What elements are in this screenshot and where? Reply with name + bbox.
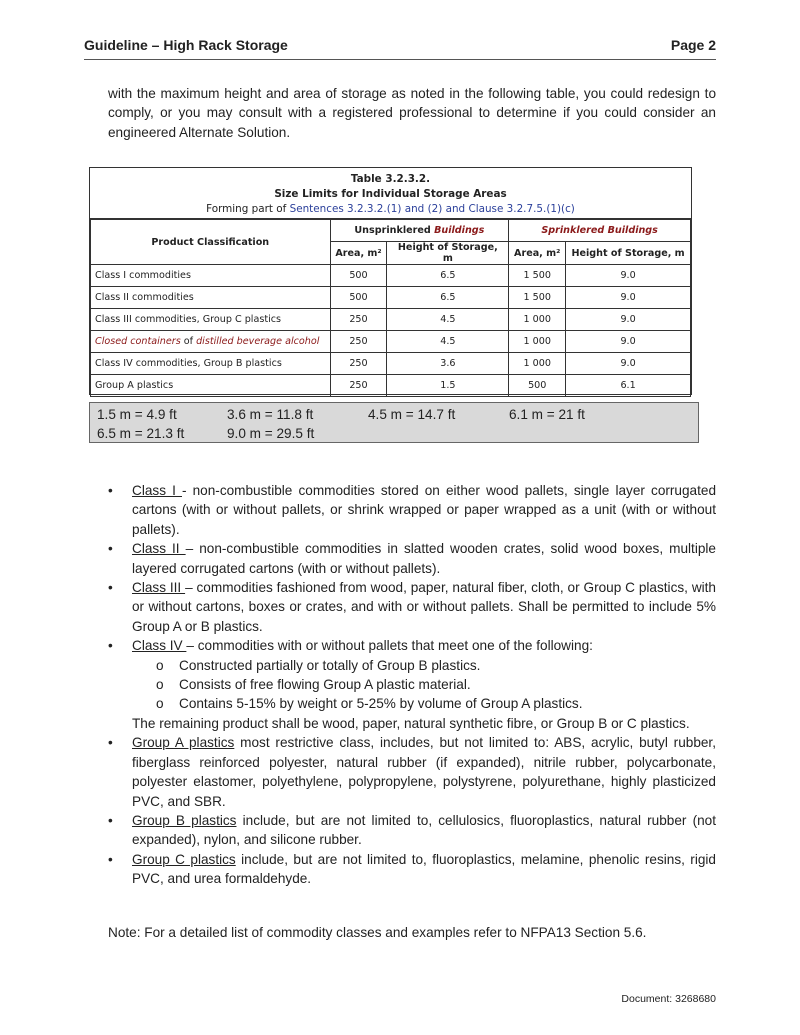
cell-spr-height: 9.0 xyxy=(566,331,691,353)
commodity-class-list xyxy=(108,481,716,889)
row-class xyxy=(91,331,331,353)
cell-unspr-height: 4.5 xyxy=(387,331,509,353)
cell-spr-height: 9.0 xyxy=(566,287,691,309)
cell-spr-area: 1 000 xyxy=(509,331,566,353)
cell-unspr-area: 250 xyxy=(330,331,387,353)
class-iii-label: Class III xyxy=(132,580,186,596)
table-row xyxy=(91,309,691,331)
sub-list-item xyxy=(108,694,716,713)
bullet-icon: • xyxy=(108,580,113,596)
sub-item-text: Constructed partially or totally of Group B plastics. xyxy=(179,657,481,673)
cell-unspr-height: 3.6 xyxy=(387,353,509,375)
cell-spr-height: 9.0 xyxy=(566,265,691,287)
intro-paragraph: with the maximum height and area of storage as noted in the following table, you could redesign to comply, or you may consult with a registered professional to determine if you could consider an engineered Alternate Solution. xyxy=(108,86,716,140)
table-title: Size Limits for Individual Storage Areas xyxy=(274,188,507,200)
header-product: Product Classification xyxy=(91,220,331,265)
cell-unspr-area: 250 xyxy=(330,353,387,375)
header-height-spr: Height of Storage, m xyxy=(566,242,691,265)
group-a-label: Group A plastics xyxy=(132,735,235,751)
group-b-text: include, but are not limited to, cellulosics, fluoroplastics, natural rubber (not expanded), nylon, and silicone rubber. xyxy=(132,812,716,848)
cell-spr-area: 1 000 xyxy=(509,353,566,375)
group-b-label: Group B plastics xyxy=(132,812,237,828)
list-item xyxy=(108,850,716,889)
table-row xyxy=(91,375,691,397)
reference-prefix: Forming part of xyxy=(206,203,290,215)
row-class: Class III commodities, Group C plastics xyxy=(91,309,331,331)
cell-unspr-height: 4.5 xyxy=(387,309,509,331)
row-class: Group A plastics xyxy=(91,375,331,397)
distilled-alcohol-link[interactable]: distilled beverage alcohol xyxy=(196,336,320,347)
table-row xyxy=(91,331,691,353)
cell-spr-area: 500 xyxy=(509,375,566,397)
cell-spr-area: 1 000 xyxy=(509,309,566,331)
cell-unspr-area: 500 xyxy=(330,287,387,309)
cell-spr-height: 9.0 xyxy=(566,309,691,331)
bullet-icon: • xyxy=(108,812,113,828)
closed-containers-link[interactable]: Closed containers xyxy=(95,336,181,347)
note-text: Note: For a detailed list of commodity classes and examples refer to NFPA13 Section 5.6. xyxy=(108,925,647,940)
size-limits-table xyxy=(89,167,692,395)
list-item xyxy=(108,578,716,636)
class-iv-remainder: The remaining product shall be wood, paper, natural synthetic fibre, or Group B or C plastics. xyxy=(132,715,690,731)
circle-bullet-icon: o xyxy=(156,677,164,693)
conversion-item: 4.5 m = 14.7 ft xyxy=(368,407,456,422)
row-class: Class II commodities xyxy=(91,287,331,309)
cell-unspr-area: 250 xyxy=(330,375,387,397)
class-iv-label: Class IV xyxy=(132,638,187,654)
header-sprinklered[interactable]: Sprinklered Buildings xyxy=(509,220,691,242)
row-class: Class I commodities xyxy=(91,265,331,287)
group-c-label: Group C plastics xyxy=(132,851,236,867)
sub-list-item xyxy=(108,656,716,675)
circle-bullet-icon: o xyxy=(156,696,164,712)
cell-spr-height: 9.0 xyxy=(566,353,691,375)
list-item xyxy=(108,539,716,578)
list-item xyxy=(108,636,716,655)
unsprinklered-link[interactable]: Buildings xyxy=(434,225,485,236)
unit-conversion-box xyxy=(89,402,699,443)
page-header xyxy=(84,37,716,60)
sub-item-text: Consists of free flowing Group A plastic material. xyxy=(179,677,471,693)
sub-list-item xyxy=(108,675,716,694)
class-iii-text: – commodities fashioned from wood, paper, natural fiber, cloth, or Group C plastics, with or without cartons, boxes or crates, and with or without pallets. Shall be permitted to include 5% Group A or B plastics. xyxy=(132,580,716,634)
header-height-unspr: Height of Storage, m xyxy=(387,242,509,265)
header-area-spr: Area, m² xyxy=(509,242,566,265)
conversion-item: 6.5 m = 21.3 ft xyxy=(97,426,185,441)
table-number: Table 3.2.3.2. xyxy=(350,173,431,185)
table-body xyxy=(90,219,691,397)
list-item xyxy=(108,481,716,539)
conversion-item: 9.0 m = 29.5 ft xyxy=(227,426,315,441)
header-title: Guideline – High Rack Storage xyxy=(84,37,288,53)
unsprinklered-label: Unsprinklered xyxy=(354,225,435,236)
cell-unspr-height: 6.5 xyxy=(387,265,509,287)
cell-unspr-area: 500 xyxy=(330,265,387,287)
cell-unspr-area: 250 xyxy=(330,309,387,331)
header-unsprinklered xyxy=(330,220,509,242)
bullet-icon: • xyxy=(108,851,113,867)
cell-spr-area: 1 500 xyxy=(509,287,566,309)
class-i-label: Class I xyxy=(132,483,182,498)
conversion-item: 1.5 m = 4.9 ft xyxy=(97,407,177,422)
class-iv-text: – commodities with or without pallets that meet one of the following: xyxy=(186,638,593,654)
table-reference xyxy=(90,202,691,217)
class-ii-text: – non-combustible commodities in slatted wooden crates, solid wood boxes, multiple layered corrugated cartons (with or without pallets). xyxy=(132,541,716,576)
class-i-text: - non-combustible commodities stored on either wood pallets, single layer corrugated cartons (with or without pallets, or shrink wrapped or paper wrapped as a unit (with or without pallets). xyxy=(132,483,717,537)
header-area-unspr: Area, m² xyxy=(330,242,387,265)
table-row xyxy=(91,265,691,287)
bullet-icon: • xyxy=(108,541,113,557)
table-row xyxy=(91,287,691,309)
page-number: Page 2 xyxy=(670,37,716,53)
group-c-text: include, but are not limited to, fluoroplastics, melamine, phenolic resins, rigid PVC, and urea formaldehyde. xyxy=(132,851,716,887)
circle-bullet-icon: o xyxy=(156,657,164,673)
bullet-icon: • xyxy=(108,735,113,751)
table-caption xyxy=(90,168,691,219)
row-class: Class IV commodities, Group B plastics xyxy=(91,353,331,375)
list-item xyxy=(108,733,716,811)
row-class-connector: of xyxy=(180,336,197,347)
class-ii-label: Class II xyxy=(132,541,186,557)
list-item xyxy=(108,811,716,850)
cell-unspr-height: 1.5 xyxy=(387,375,509,397)
cell-unspr-height: 6.5 xyxy=(387,287,509,309)
reference-link[interactable]: Sentences 3.2.3.2.(1) and (2) and Clause 3.2.7.5.(1)(c) xyxy=(289,203,575,215)
sub-item-text: Contains 5-15% by weight or 5-25% by volume of Group A plastics. xyxy=(179,696,583,712)
conversion-item: 6.1 m = 21 ft xyxy=(509,407,585,422)
bullet-icon: • xyxy=(108,638,113,654)
bullet-icon: • xyxy=(108,483,113,498)
table-row xyxy=(91,353,691,375)
conversion-item: 3.6 m = 11.8 ft xyxy=(227,407,314,422)
document-number: Document: 3268680 xyxy=(621,993,716,1005)
cell-spr-area: 1 500 xyxy=(509,265,566,287)
cell-spr-height: 6.1 xyxy=(566,375,691,397)
group-a-text: most restrictive class, includes, but not limited to: ABS, acrylic, butyl rubber, fiberglass reinforced polyester, natural rubber (if expanded), nitrile rubber, polycarbonate, polyester elastomer, polyethylene, polypropylene, polystyrene, polyurethane, highly plasticized PVC, and SBR. xyxy=(132,735,716,809)
